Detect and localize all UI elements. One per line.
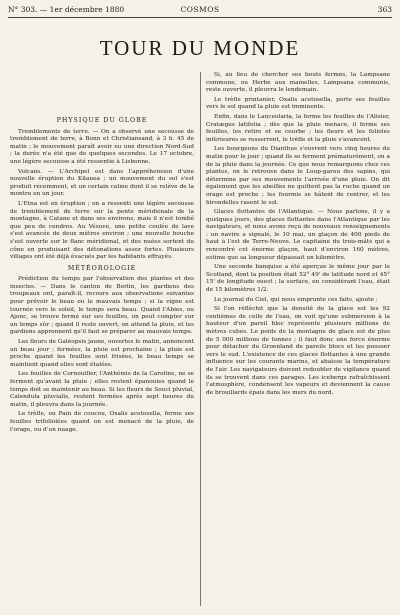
column-divider	[200, 72, 201, 606]
paragraph: L'Etna est en éruption ; on a ressenti une légère secousse de tremblement de terre sur la pente méridionale de la montagne, à Catane et dans ses environs, mais il n'est tombé que peu de cendres. Au Vésuve, une petite coulée de lave s'est avancée de deux mètres environ ; une nouvelle bouche s'est ouverte sur le flanc méridional, et des nuées sortent du cône en produisant des détonations assez fortes. Plusieurs villages ont été déjà évacués par les habitants effrayés.	[10, 200, 194, 261]
right-column	[206, 72, 390, 606]
header-rule	[8, 17, 392, 18]
paragraph: Les feuilles de Cornouiller, l'Anthémis de la Caroline, ne se ferment qu'avant la pluie ; elles restent épanouies quand le temps doit se maintenir au beau. Si les fleurs de Souci pluvial, Calendula pluvialis, restent fermées après sept heures du matin, il pleuvra dans la journée.	[10, 371, 194, 408]
issue-info: N° 303. — 1er décembre 1880	[8, 5, 125, 14]
paragraph: Une seconde banquise a été aperçue le même jour par le Scotland, dont la position était 52° 49' de latitude nord et 45° 15' de longitude ouest ; la surface, en considérant l'eau, était de 15 kilomètres 1/2.	[206, 264, 390, 294]
paragraph: Glaces flottantes de l'Atlantique. — Nous parlons, il y a quelques jours, des glaces flottantes dans l'Atlantique par les navigateurs, et nous avons reçu de nouveaux renseignements : un navire a signalé, le 10 mai, un glaçon de 400 pieds de haut à l'est de Terre-Neuve. Le capitaine du trois-mâts qui a rencontré cet énorme glaçon, haut d'environ 160 mètres, estime que sa longueur dépassait un kilomètre.	[206, 209, 390, 261]
paragraph: Prédiction du temps par l'observation des plantes et des insectes. — Dans le canton de Berlin, les gardiens des troupeaux ont, paraît-il, recours aux observations suivantes pour prévoir le beau ou le mauvais temps ; si la vigne est tournée vers le soleil, le temps sera beau. Quand l'Abies, ou Ajonc, se trouve fermé sur ses feuilles, on peut compter sur un temps sûr ; quand il reste ouvert, on attend la pluie, et les gardiens apprennent qu'il faut se préparer au mauvais temps.	[10, 276, 194, 336]
paragraph: Le trèfle printanier, Oxalis acetosella, porte ses feuilles vers le sol quand la pluie est imminente.	[206, 96, 390, 111]
paragraph: Le journal du Ciel, qui nous emprunte ces faits, ajoute :	[214, 296, 378, 303]
paragraph: Les bourgeons du Dianthus s'ouvrent vers cinq heures du matin pour le jour ; quand ils se ferment prématurément, on a de la pluie dans la journée. Ce que nous remarquons chez ces plantes, on le retrouve dans le Loup-garou des sapins, qui détermine par ses mouvements l'arrivée d'une pluie. On dit également que les abeilles ne quittent pas la ruche quand un orage est proche ; les fourmis se hâtent de rentrer, et les hirondelles rasent le sol.	[206, 146, 390, 206]
page-title: TOUR DU MONDE	[99, 36, 301, 60]
paragraph: Tremblements de terre. — On a observé une secousse de tremblement de terre, à Bonn et Christiansand, à 3 h. 45 de matin ; le mouvement paraît avoir eu une direction Nord-Sud ; la durée n'a été que de quelques secondes. Le 17 octobre, une légère secousse a été ressentie à Lisbonne.	[10, 128, 194, 165]
paragraph: Enfin, dans le Lanceolaria, la ferme les feuilles de l'Alisier, Cratægus latifolia ; dès que la pluie menace, il ferme ses feuilles, les retire et se courbe ; les fleurs et les folioles inférieures se resserrent, le trèfle et la pluie s'avancent.	[206, 113, 390, 143]
page-number: 363	[377, 5, 392, 14]
paragraph: Si, au lieu de chercher ses bouts fermés, la Lampsane commune, ou Herbe aux mamelles, Lampsana communis, reste ouverte, il pleuvra le lendemain.	[206, 72, 390, 94]
paragraph: Le trèfle, ou Pain de coucou, Oxalis acetosella, ferme ses feuilles trifoliolées quand on est menacé de la pluie, de l'orage, ou d'un nuage.	[10, 411, 194, 433]
section-heading: MÉTÉOROLOGIE	[67, 264, 137, 272]
paragraph: Volcans. — L'Archipel est dans l'appréhension d'une nouvelle éruption du Kilauea ; un mouvement du sol s'est produit récemment, et un certain calme dont il se relève de la montre en un jour.	[10, 168, 194, 198]
section-heading: PHYSIQUE DU GLOBE	[56, 117, 148, 124]
paragraph: Si l'on réfléchit que la densité de la glace est les 92 centièmes de celle de l'eau, on voit qu'une submersion à la hauteur d'un pareil bloc représente plusieurs millions de mètres cubes. Le poids de la montagne de glace est de plus de 5 000 millions de tonnes ; il faut donc une force énorme pour détacher du Groenland de pareils blocs et les pousser vers le sud. L'existence de ces glaces flottantes à une grande influence sur les courants marins, et abaisse la température de l'air. Les navigateurs doivent redoubler de vigilance quand ils se trouvent dans ces parages. Les icebergs rafraîchissent l'atmosphère, condensent les vapeurs et deviennent la cause de brouillards épais dans les mers du nord.	[206, 306, 390, 396]
left-column	[10, 114, 194, 606]
journal-name: COSMOS	[180, 5, 220, 14]
paragraph: Les fleurs de Galéopsis jaune, ouvertes le matin, annoncent un beau jour ; fermées, la pluie est prochaine ; la pluie est proche quand les feuilles sont frisées, le beau temps se maintient quand elles sont étalées.	[10, 339, 194, 368]
running-header	[8, 3, 392, 16]
